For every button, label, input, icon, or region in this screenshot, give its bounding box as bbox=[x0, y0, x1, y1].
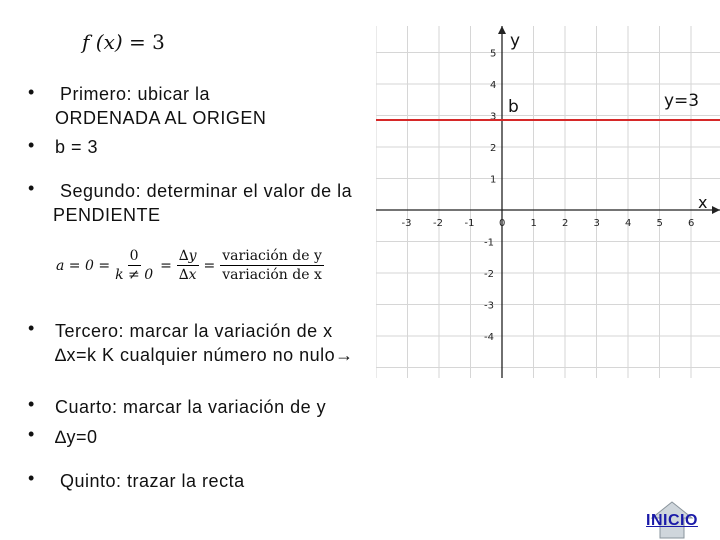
y-tick-label: 3 bbox=[490, 111, 497, 123]
function-name: f (x) bbox=[82, 30, 123, 54]
fraction-zero-over-k bbox=[113, 248, 155, 283]
function-formula bbox=[82, 30, 165, 54]
bullet-dot: • bbox=[28, 135, 35, 155]
x-tick-label: 6 bbox=[688, 218, 695, 229]
coordinate-graph bbox=[376, 26, 720, 378]
fraction-numerator: 0 bbox=[129, 248, 139, 264]
y-axis-label: y bbox=[510, 31, 521, 51]
equals-sign: = bbox=[160, 257, 172, 274]
bullet-dot: • bbox=[28, 394, 35, 414]
fraction-denominator: variación de x bbox=[222, 267, 322, 283]
x-tick-labels bbox=[402, 218, 695, 229]
x-tick-label: -3 bbox=[401, 218, 412, 229]
inicio-link[interactable]: INICIO bbox=[646, 512, 698, 529]
function-value: = 3 bbox=[129, 30, 165, 54]
x-tick-label: 4 bbox=[625, 218, 632, 229]
y-tick-label: 5 bbox=[490, 48, 497, 60]
y-tick-label: 1 bbox=[490, 174, 497, 186]
inicio-button[interactable] bbox=[632, 500, 712, 540]
fraction-numerator: ∆y bbox=[178, 248, 197, 264]
bullet-quinto: Quinto: trazar la recta bbox=[60, 471, 245, 491]
bullet-dot: • bbox=[28, 82, 35, 102]
y-tick-label: 4 bbox=[490, 80, 497, 91]
fraction-delta bbox=[177, 248, 199, 283]
bullet-dot: • bbox=[28, 468, 35, 488]
y-tick-label: -3 bbox=[484, 300, 494, 312]
bullet-segundo-line2: PENDIENTE bbox=[53, 205, 161, 225]
y-tick-labels bbox=[484, 49, 496, 344]
bullet-cuarto: Cuarto: marcar la variación de y bbox=[55, 397, 327, 417]
bullet-tercero-line2: ∆x=k K cualquier número no nulo→ bbox=[55, 345, 354, 365]
bullet-tercero-line1: Tercero: marcar la variación de x bbox=[55, 321, 333, 341]
bullet-dot: • bbox=[28, 318, 35, 338]
fraction-variation bbox=[220, 248, 324, 283]
y-tick-label: -1 bbox=[484, 237, 494, 249]
bullet-segundo-line1: Segundo: determinar el valor de la bbox=[60, 181, 353, 201]
fraction-denominator: ∆x bbox=[178, 267, 197, 283]
x-axis-arrow bbox=[712, 206, 720, 214]
bullet-primero-line1: Primero: ubicar la bbox=[60, 84, 211, 104]
slope-formula bbox=[56, 248, 327, 283]
fraction-numerator: variación de y bbox=[222, 248, 322, 264]
fraction-denominator: k ≠ 0 bbox=[115, 267, 154, 283]
x-tick-label: 1 bbox=[530, 218, 537, 229]
x-tick-label: -1 bbox=[464, 218, 475, 229]
bullet-delta-y: ∆y=0 bbox=[55, 427, 98, 447]
slope-lhs: a = 0 = bbox=[56, 257, 111, 274]
bullet-b-value: b = 3 bbox=[55, 137, 99, 157]
y-tick-label: -2 bbox=[484, 269, 494, 280]
bullet-dot: • bbox=[28, 424, 35, 444]
equals-sign: = bbox=[203, 257, 216, 274]
bullet-primero-line2: ORDENADA AL ORIGEN bbox=[55, 108, 267, 128]
x-tick-label: 3 bbox=[593, 218, 600, 229]
x-tick-label: 0 bbox=[499, 218, 506, 229]
y-tick-label: -4 bbox=[484, 332, 494, 343]
x-axis-label: x bbox=[698, 193, 708, 212]
bullet-dot: • bbox=[28, 178, 35, 198]
b-label: b bbox=[508, 97, 519, 117]
x-tick-label: -2 bbox=[433, 218, 443, 229]
x-tick-label: 2 bbox=[562, 218, 569, 229]
grid bbox=[376, 26, 720, 378]
x-tick-label: 5 bbox=[656, 218, 663, 229]
y-axis-arrow bbox=[498, 26, 506, 34]
line-label: y=3 bbox=[664, 91, 700, 111]
y-tick-label: 2 bbox=[490, 143, 497, 154]
